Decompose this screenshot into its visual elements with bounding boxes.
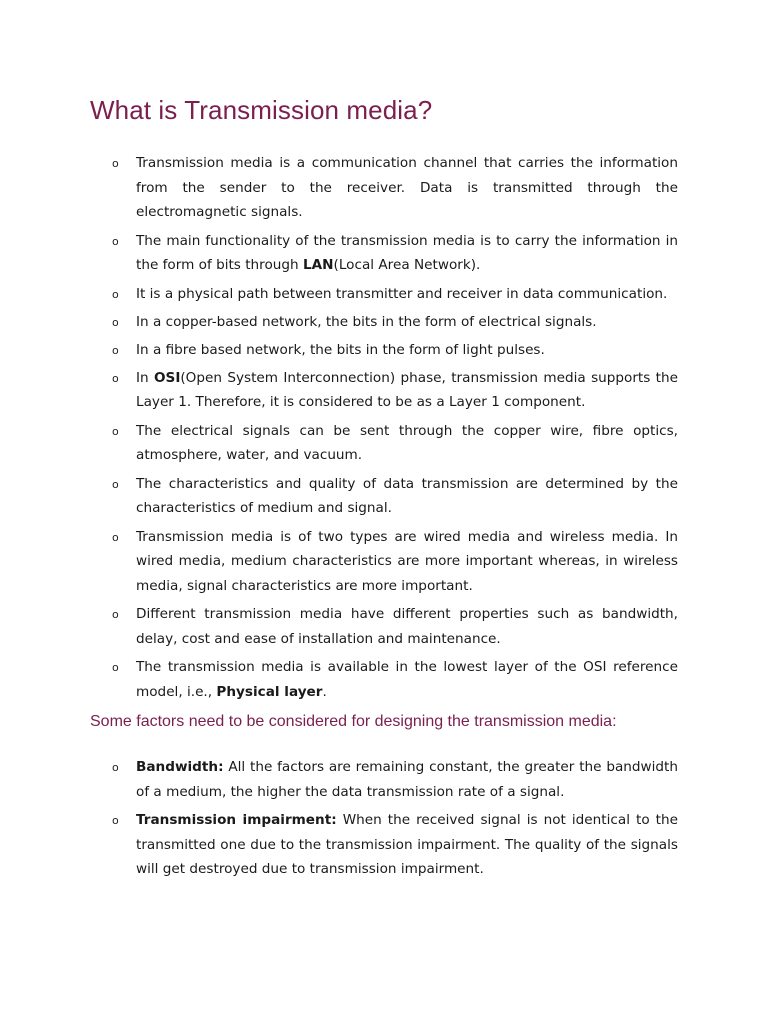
bullet-marker-icon: o bbox=[112, 315, 119, 329]
list-item: o Transmission media is of two types are wired media and wireless media. In wired media, medium characteristics are more important whereas, in wireless media, signal characteristics are more important. bbox=[112, 525, 678, 599]
term-lan: LAN bbox=[302, 257, 334, 273]
term-osi: OSI bbox=[153, 369, 181, 386]
bullet-marker-icon: o bbox=[112, 608, 119, 621]
list-item: o In a copper-based network, the bits in the form of electrical signals. bbox=[112, 310, 678, 335]
definition-list bbox=[112, 151, 678, 708]
list-item: o In OSI(Open System Interconnection) phase, transmission media supports the Layer 1. Therefore, it is considered to be as a Layer 1 component. bbox=[112, 366, 678, 415]
bullet-marker-icon: o bbox=[112, 477, 119, 491]
bullet-marker-icon: o bbox=[112, 371, 119, 385]
bullet-marker-icon: o bbox=[112, 234, 119, 248]
list-item: o The main functionality of the transmission media is to carry the information in the form of bits through LAN(Local Area Network). bbox=[112, 229, 678, 278]
bullet-marker-icon: o bbox=[112, 761, 119, 774]
factors-list bbox=[112, 755, 678, 886]
term-physical-layer: Physical layer bbox=[216, 683, 323, 700]
bullet-marker-icon: o bbox=[112, 424, 119, 438]
list-item: o The electrical signals can be sent through the copper wire, fibre optics, atmosphere, water, and vacuum. bbox=[112, 419, 678, 468]
page-title: What is Transmission media? bbox=[90, 95, 433, 125]
list-item: o In a fibre based network, the bits in the form of light pulses. bbox=[112, 338, 678, 363]
bullet-marker-icon: o bbox=[112, 661, 119, 674]
bullet-marker-icon: o bbox=[112, 343, 119, 357]
list-item: o Transmission media is a communication channel that carries the information from the sender to the receiver. Data is transmitted through the electromagnetic signals. bbox=[112, 151, 678, 225]
bullet-marker-icon: o bbox=[112, 530, 119, 544]
list-item: o The characteristics and quality of data transmission are determined by the characteristics of medium and signal. bbox=[112, 472, 678, 521]
bullet-marker-icon: o bbox=[112, 287, 119, 301]
list-item: o Bandwidth: All the factors are remaining constant, the greater the bandwidth of a medium, the higher the data transmission rate of a signal. bbox=[112, 755, 678, 804]
section-subheading: Some factors need to be considered for designing the transmission media: bbox=[90, 713, 617, 730]
list-item: o Transmission impairment: When the received signal is not identical to the transmitted one due to the transmission impairment. The quality of the signals will get destroyed due to transmission impairment. bbox=[112, 808, 678, 882]
factor-term: Bandwidth: bbox=[136, 759, 224, 775]
factor-term: Transmission impairment: bbox=[136, 812, 337, 828]
bullet-marker-icon: o bbox=[112, 814, 119, 827]
list-item: o Different transmission media have different properties such as bandwidth, delay, cost and ease of installation and maintenance. bbox=[112, 602, 678, 651]
list-item: o It is a physical path between transmitter and receiver in data communication. bbox=[112, 282, 678, 307]
list-item: o The transmission media is available in the lowest layer of the OSI reference model, i.e., Physical layer. bbox=[112, 655, 678, 704]
bullet-marker-icon: o bbox=[112, 157, 119, 170]
